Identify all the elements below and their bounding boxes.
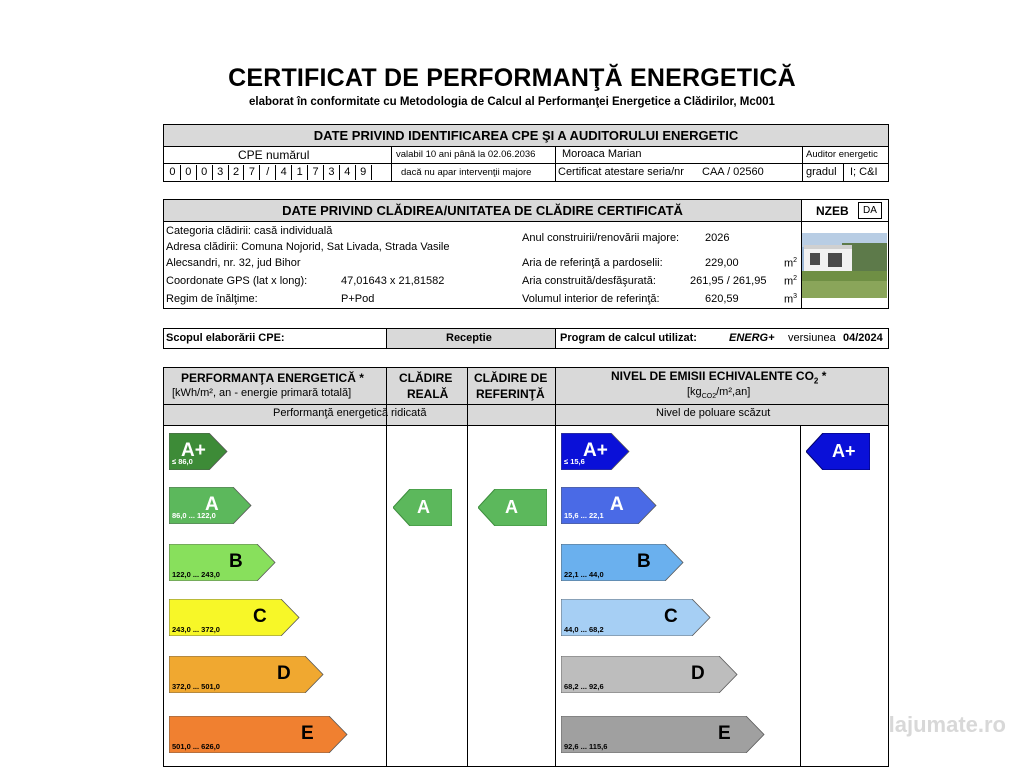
cpe-digit: 4 — [340, 165, 356, 180]
building-category: Categoria clădirii: casă individuală — [166, 225, 333, 237]
validity-text: valabil 10 ani până la 02.06.2036 — [396, 149, 536, 160]
emission-class-label: A+ — [832, 441, 856, 461]
nzeb-label: NZEB — [816, 204, 849, 218]
emission-class-range: 22,1 ... 44,0 — [564, 570, 604, 579]
nzeb-value: DA — [863, 205, 877, 216]
cpe-digit: 0 — [197, 165, 213, 180]
emission-class-range: ≤ 15,6 — [564, 457, 585, 466]
area-built-label: Aria construită/desfăşurată: — [522, 275, 656, 287]
energy-class-letter: A — [205, 494, 219, 515]
reference-class-arrow — [478, 489, 547, 526]
emission-class-letter: D — [691, 663, 705, 684]
area-ref-value: 229,00 — [705, 257, 739, 269]
ref-col-title-2: REFERINŢĂ — [476, 387, 545, 401]
energy-class-letter: D — [277, 663, 291, 684]
area-built-unit: $m^2$ — [784, 275, 798, 288]
area-ref-unit: $m^2$ — [784, 257, 798, 270]
energy-class-letter: C — [253, 606, 267, 627]
energy-class-letter: B — [229, 551, 243, 572]
validity-note: dacă nu apar intervenţii majore — [401, 167, 532, 178]
identification-title: DATE PRIVIND IDENTIFICAREA CPE ŞI A AUDITORULUI ENERGETIC — [164, 125, 888, 146]
perf-col-title: PERFORMANŢA ENERGETICĂ * — [181, 371, 364, 385]
emission-class-b — [561, 544, 685, 581]
building-address-line2: Alecsandri, nr. 32, jud Bihor — [166, 257, 301, 269]
gps-value: 47,01643 x 21,81582 — [341, 275, 445, 287]
building-address-line1: Adresa clădirii: Comuna Nojorid, Sat Livada, Strada Vasile — [166, 241, 450, 253]
cpe-digit: 3 — [213, 165, 229, 180]
emission-class-letter: C — [664, 606, 678, 627]
cpe-number-label: CPE numărul — [238, 148, 310, 162]
energy-class-letter: A+ — [181, 440, 206, 461]
energy-class-a-plus — [169, 433, 229, 470]
purpose-value: Receptie — [446, 332, 492, 344]
purpose-label: Scopul elaborării CPE: — [166, 332, 285, 344]
emission-class-letter: E — [718, 723, 731, 744]
area-ref-label: Aria de referinţă a pardoselii: — [522, 257, 663, 269]
emission-class-range: 68,2 ... 92,6 — [564, 682, 604, 691]
auditor-name: Moroaca Marian — [562, 148, 642, 160]
perf-col-subtitle: [kWh/m², an - energie primară totală] — [172, 387, 352, 399]
energy-class-d — [169, 656, 325, 693]
cpe-digit: 9 — [356, 165, 372, 180]
cpe-digit: 0 — [181, 165, 197, 180]
emission-col-unit: $[kg_{CO2}/m^2,an]$ — [687, 386, 751, 401]
grade-value: I; C&I — [850, 166, 878, 178]
low-pollution-label: Nivel de poluare scăzut — [656, 407, 771, 419]
volume-unit: $m^3$ — [784, 293, 798, 306]
energy-class-range: ≤ 86,0 — [172, 457, 193, 466]
emission-class-range: 92,6 ... 115,6 — [564, 742, 608, 751]
cpe-digit: 7 — [245, 165, 261, 180]
volume-value: 620,59 — [705, 293, 739, 305]
ref-col-title-1: CLĂDIRE DE — [474, 371, 548, 385]
real-class-arrow — [393, 489, 452, 526]
cpe-digit: 4 — [276, 165, 292, 180]
emission-class-letter: A+ — [583, 440, 608, 461]
program-value: ENERG+ — [729, 332, 775, 344]
emission-class-range: 15,6 ... 22,1 — [564, 511, 604, 520]
emission-class-arrow — [806, 433, 870, 470]
cpe-digit: 0 — [165, 165, 181, 180]
emission-col-title: NIVEL DE EMISII ECHIVALENTE $CO_2$ * — [611, 369, 827, 386]
regime-label: Regim de înălţime: — [166, 293, 258, 305]
energy-class-b — [169, 544, 277, 581]
energy-class-range: 122,0 ... 243,0 — [172, 570, 220, 579]
program-label: Program de calcul utilizat: — [560, 332, 697, 344]
page-subtitle: elaborat în conformitate cu Metodologia de Calcul al Performanţei Energetice a Clădirilor, Mc001 — [249, 96, 775, 108]
real-col-title-1: CLĂDIRE — [399, 371, 453, 385]
emission-class-letter: A — [610, 494, 624, 515]
real-class-label: A — [417, 497, 430, 517]
page-title: CERTIFICAT DE PERFORMANŢĂ ENERGETICĂ — [228, 64, 796, 92]
energy-class-range: 372,0 ... 501,0 — [172, 682, 220, 691]
building-title: DATE PRIVIND CLĂDIREA/UNITATEA DE CLĂDIRE CERTIFICATĂ — [164, 200, 801, 221]
watermark: lajumate.ro — [888, 712, 1006, 737]
energy-class-e — [169, 716, 349, 753]
certificate-label: Certificat atestare seria/nr — [558, 166, 684, 178]
emission-class-letter: B — [637, 551, 651, 572]
energy-class-letter: E — [301, 723, 314, 744]
building-photo — [802, 233, 887, 298]
real-col-title-2: REALĂ — [407, 387, 449, 401]
energy-class-range: 86,0 ... 122,0 — [172, 511, 216, 520]
year-label: Anul construirii/renovării majore: — [522, 232, 680, 244]
high-performance-label: Performanţă energetică ridicată — [273, 407, 427, 419]
cpe-digit: / — [260, 165, 276, 180]
reference-class-label: A — [505, 497, 518, 517]
energy-class-range: 243,0 ... 372,0 — [172, 625, 220, 634]
gps-label: Coordonate GPS (lat x long): — [166, 275, 308, 287]
grade-label: gradul — [806, 166, 837, 178]
energy-class-range: 501,0 ... 626,0 — [172, 742, 220, 751]
version-value: 04/2024 — [843, 332, 883, 344]
emission-class-range: 44,0 ... 68,2 — [564, 625, 604, 634]
volume-label: Volumul interior de referinţă: — [522, 293, 660, 305]
version-label: versiunea — [788, 332, 836, 344]
emission-class-d — [561, 656, 739, 693]
cpe-digit: 2 — [229, 165, 245, 180]
regime-value: P+Pod — [341, 293, 375, 305]
year-value: 2026 — [705, 232, 730, 244]
emission-class-c — [561, 599, 712, 636]
cpe-digit: 1 — [292, 165, 308, 180]
nzeb-value-box — [858, 202, 882, 219]
energy-class-a — [169, 487, 253, 524]
emission-class-e — [561, 716, 766, 753]
energy-class-c — [169, 599, 301, 636]
cpe-digit: 7 — [308, 165, 324, 180]
area-built-value: 261,95 / 261,95 — [690, 275, 767, 287]
cpe-digit: 3 — [324, 165, 340, 180]
certificate-value: CAA / 02560 — [702, 166, 764, 178]
auditor-label: Auditor energetic — [806, 149, 878, 160]
emission-class-a-plus — [561, 433, 631, 470]
emission-class-a — [561, 487, 658, 524]
